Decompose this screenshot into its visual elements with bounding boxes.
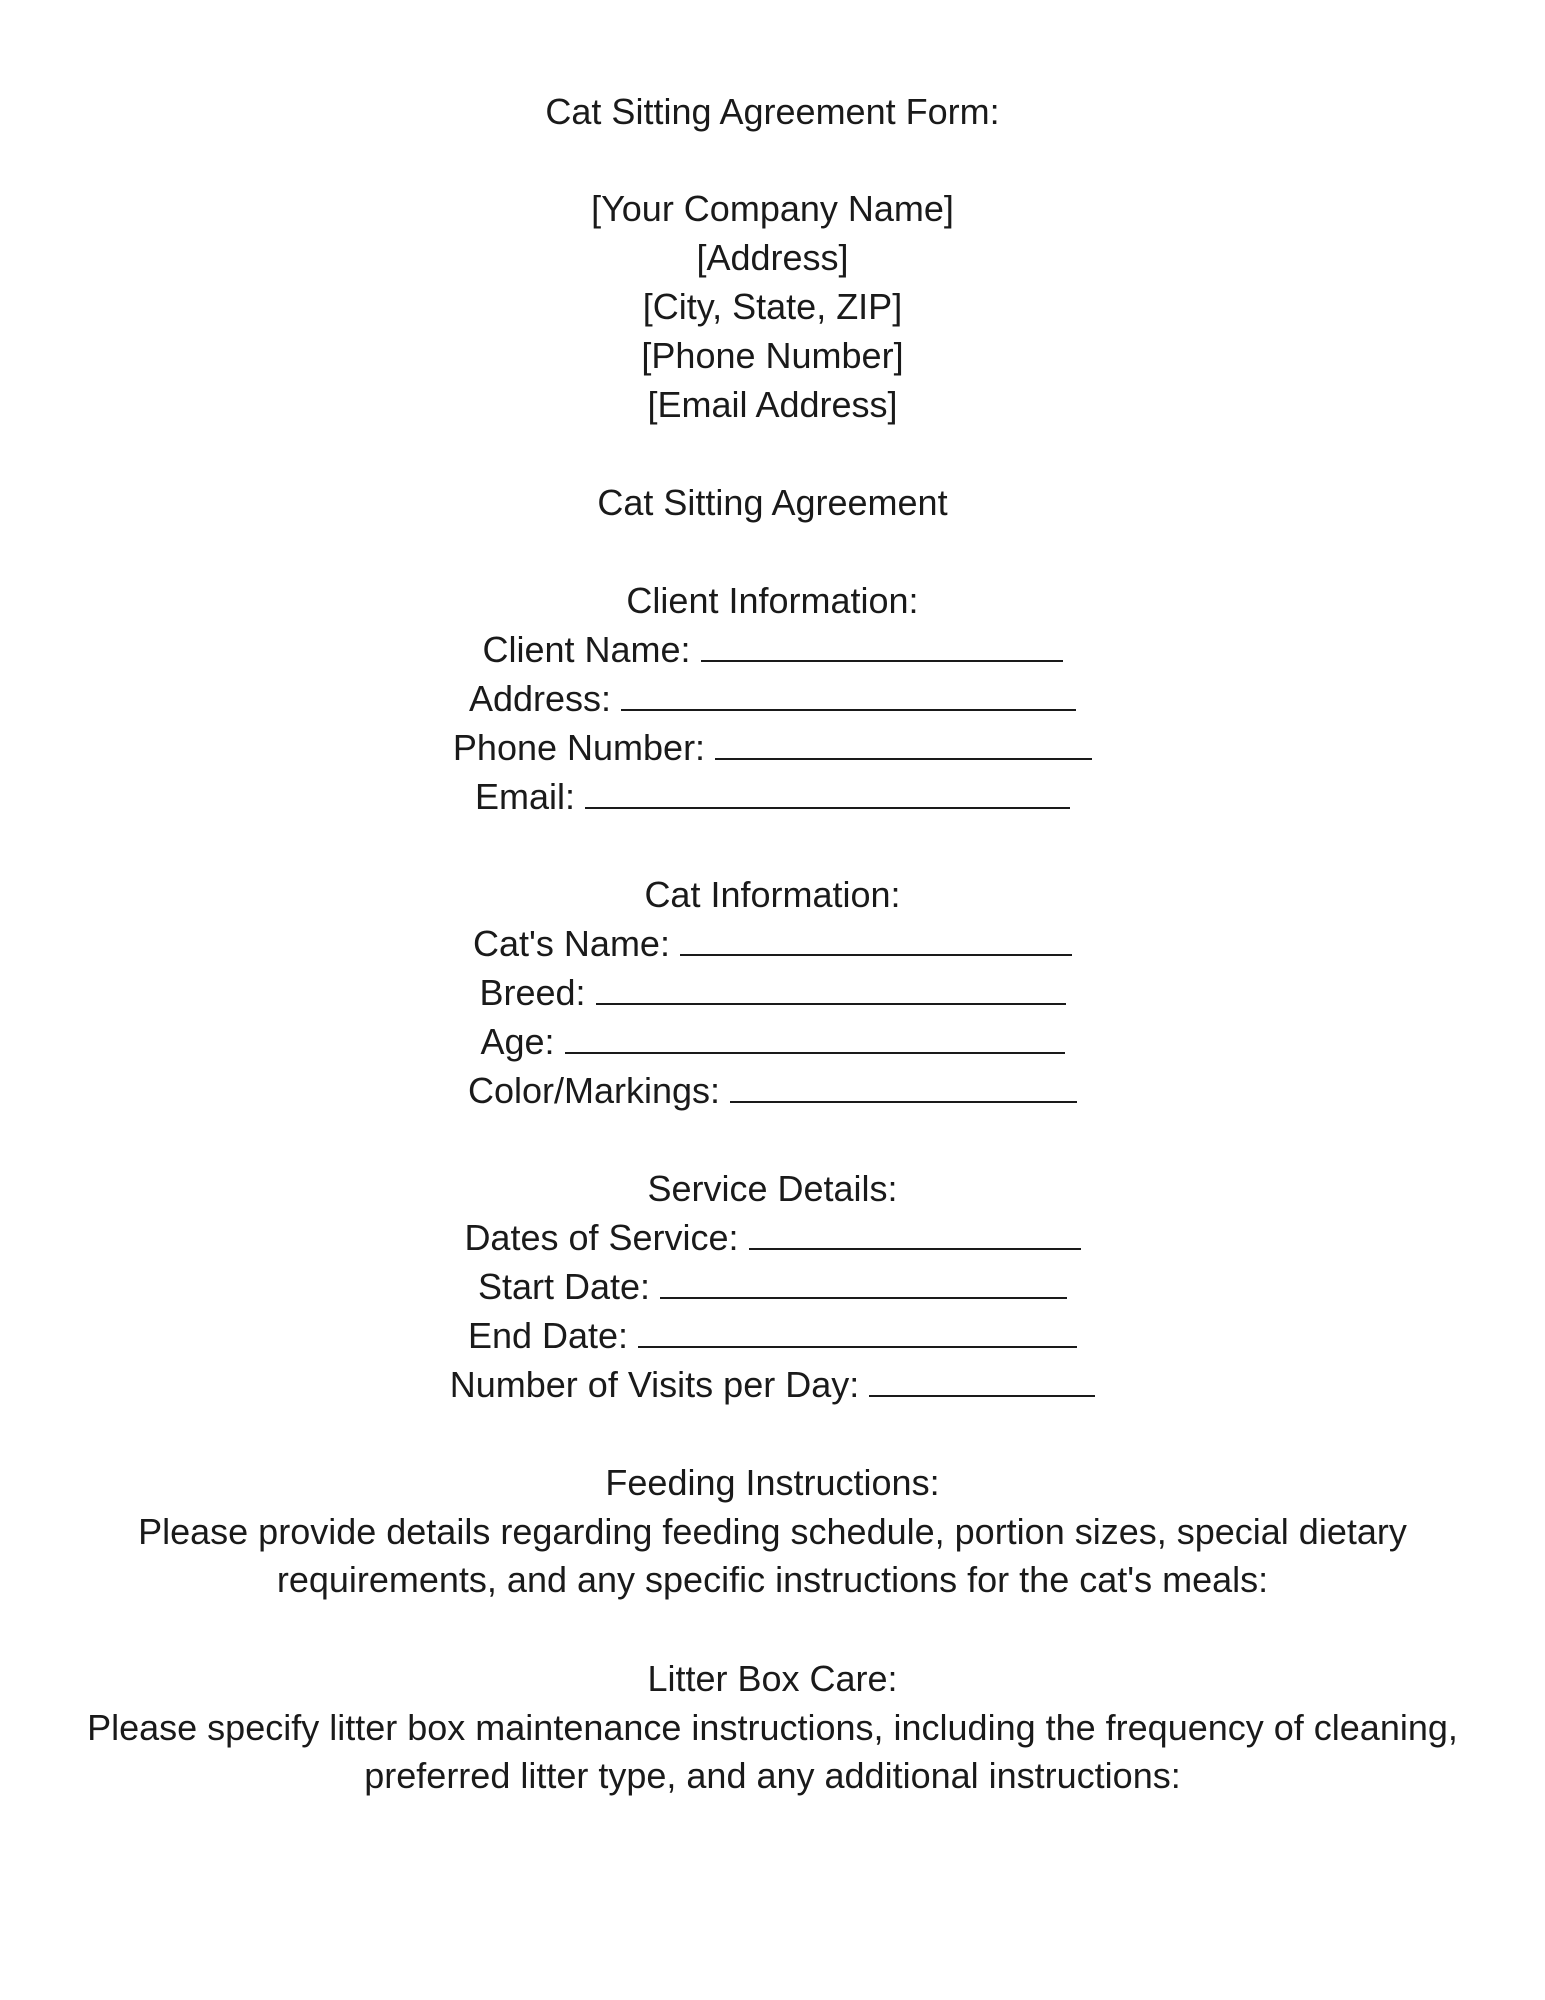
- cat-color-label: Color/Markings:: [467, 1070, 721, 1111]
- feeding-instructions-text: Please provide details regarding feeding schedule, portion sizes, special dietary requirements, and any specific instructions for the cat's meals:: [138, 1511, 1407, 1600]
- visits-per-day-blank[interactable]: [869, 1363, 1095, 1397]
- client-address-blank[interactable]: [621, 677, 1076, 711]
- cat-info-heading: Cat Information:: [644, 874, 901, 915]
- litter-heading: Litter Box Care:: [647, 1658, 898, 1699]
- form-title: Cat Sitting Agreement Form:: [545, 91, 1000, 132]
- client-name-field: [0, 626, 1545, 674]
- company-city-state-zip: [City, State, ZIP]: [642, 286, 903, 327]
- company-email: [Email Address]: [647, 384, 898, 425]
- end-date-blank[interactable]: [638, 1314, 1077, 1348]
- client-info-heading: Client Information:: [626, 580, 919, 621]
- client-phone-field: [0, 724, 1545, 772]
- cat-color-field: [0, 1067, 1545, 1115]
- cat-name-blank[interactable]: [680, 922, 1072, 956]
- dates-of-service-blank[interactable]: [749, 1216, 1081, 1250]
- start-date-label: Start Date:: [477, 1266, 651, 1307]
- cat-breed-field: [0, 969, 1545, 1017]
- cat-age-field: [0, 1018, 1545, 1066]
- client-name-blank[interactable]: [701, 628, 1063, 662]
- service-details-heading: Service Details:: [647, 1168, 898, 1209]
- agreement-title: Cat Sitting Agreement: [597, 482, 948, 523]
- end-date-field: [0, 1312, 1545, 1360]
- visits-per-day-label: Number of Visits per Day:: [449, 1364, 860, 1405]
- client-address-label: Address:: [468, 678, 612, 719]
- cat-name-label: Cat's Name:: [473, 923, 670, 964]
- cat-age-label: Age:: [480, 1021, 555, 1062]
- company-phone: [Phone Number]: [641, 335, 904, 376]
- cat-color-blank[interactable]: [730, 1069, 1077, 1103]
- client-phone-blank[interactable]: [715, 726, 1092, 760]
- client-email-blank[interactable]: [585, 775, 1070, 809]
- company-address: [Address]: [696, 237, 849, 278]
- end-date-label: End Date:: [467, 1315, 629, 1356]
- litter-instructions-text: Please specify litter box maintenance instructions, including the frequency of cleaning, preferred litter type, and any additional instructions:: [87, 1707, 1458, 1796]
- client-phone-label: Phone Number:: [452, 727, 706, 768]
- dates-of-service-label: Dates of Service:: [464, 1217, 739, 1258]
- client-address-field: [0, 675, 1545, 723]
- cat-breed-blank[interactable]: [596, 971, 1066, 1005]
- client-email-field: [0, 773, 1545, 821]
- cat-name-field: [0, 920, 1545, 968]
- client-email-label: Email:: [474, 776, 576, 817]
- start-date-blank[interactable]: [660, 1265, 1067, 1299]
- cat-breed-label: Breed:: [479, 972, 586, 1013]
- visits-per-day-field: [0, 1361, 1545, 1409]
- cat-age-blank[interactable]: [565, 1020, 1065, 1054]
- client-name-label: Client Name:: [482, 629, 691, 670]
- feeding-heading: Feeding Instructions:: [605, 1462, 940, 1503]
- dates-of-service-field: [0, 1214, 1545, 1262]
- start-date-field: [0, 1263, 1545, 1311]
- company-name: [Your Company Name]: [591, 188, 954, 229]
